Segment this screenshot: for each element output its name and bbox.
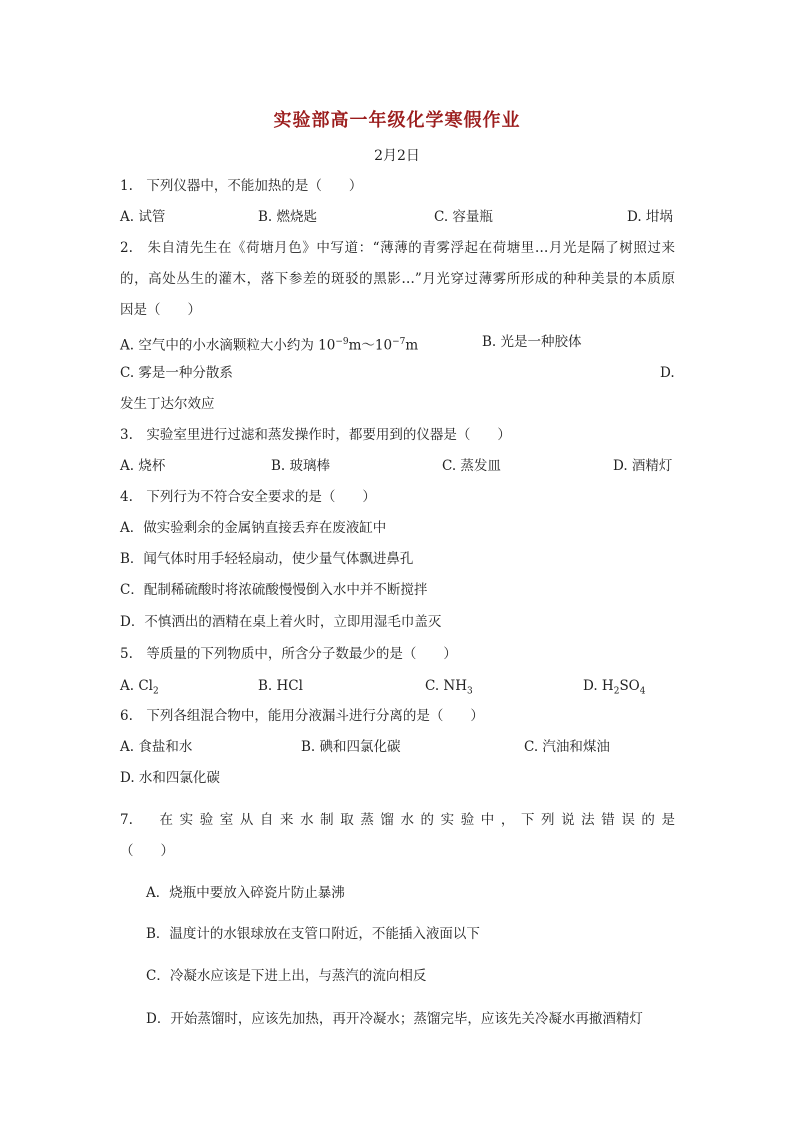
question-4-option-a: A．做实验剩余的金属钠直接丢弃在废液缸中 bbox=[120, 520, 387, 536]
question-2-option-d-text: 发生丁达尔效应 bbox=[120, 396, 215, 412]
question-3-option-c: C. 蒸发皿 bbox=[442, 458, 501, 474]
question-2-stem-line-2: 的，高处丛生的灌木，落下参差的斑驳的黑影…”月光穿过薄雾所形成的种种美景的本质原 bbox=[120, 271, 675, 287]
question-7-option-c: C．冷凝水应该是下进上出，与蒸汽的流向相反 bbox=[146, 968, 427, 984]
question-5-option-c: C. $NH_3$ bbox=[425, 678, 473, 697]
question-3-stem: 3. 实验室里进行过滤和蒸发操作时，都要用到的仪器是（ ） bbox=[120, 427, 511, 443]
question-6-option-a: A. 食盐和水 bbox=[120, 739, 193, 755]
question-2-option-c: C. 雾是一种分散系 bbox=[120, 365, 233, 381]
question-1-stem: 1. 下列仪器中，不能加热的是（ ） bbox=[120, 178, 363, 194]
question-1-option-b: B. 燃烧匙 bbox=[258, 209, 318, 225]
question-5-option-a: A. $Cl_2$ bbox=[120, 678, 159, 697]
question-7-option-a: A．烧瓶中要放入碎瓷片防止暴沸 bbox=[146, 885, 345, 901]
question-3-option-b: B. 玻璃棒 bbox=[271, 458, 331, 474]
question-1-option-c: C. 容量瓶 bbox=[434, 209, 493, 225]
question-3-option-d: D. 酒精灯 bbox=[613, 458, 673, 474]
question-2-option-a: A. 空气中的小水滴颗粒大小约为 $10^{-9}m\sim 10^{-7}m$ bbox=[120, 337, 419, 354]
question-3-option-a: A. 烧杯 bbox=[120, 458, 166, 474]
question-2-stem-line-1: 2. 朱自清先生在《荷塘月色》中写道：“薄薄的青雾浮起在荷塘里…月光是隔了树照过来 bbox=[120, 240, 675, 256]
question-5-option-b: B. HCl bbox=[258, 678, 303, 694]
page-title: 实验部高一年级化学寒假作业 bbox=[273, 110, 521, 131]
question-7-option-b: B．温度计的水银球放在支管口附近，不能插入液面以下 bbox=[146, 926, 480, 942]
question-4-stem: 4. 下列行为不符合安全要求的是（ ） bbox=[120, 489, 376, 505]
question-1-option-a: A. 试管 bbox=[120, 209, 166, 225]
question-1-option-d: D. 坩埚 bbox=[627, 209, 673, 225]
question-6-stem: 6. 下列各组混合物中，能用分液漏斗进行分离的是（ ） bbox=[120, 708, 484, 724]
question-6-option-d: D. 水和四氯化碳 bbox=[120, 770, 220, 786]
question-6-option-b: B. 碘和四氯化碳 bbox=[301, 739, 401, 755]
question-7-stem-line-1: 7. 在实验室从自来水制取蒸馏水的实验中，下列说法错误的是 bbox=[120, 812, 675, 828]
question-7-stem-line-2: （ ） bbox=[120, 843, 174, 859]
question-7-option-d: D．开始蒸馏时，应该先加热，再开冷凝水；蒸馏完毕，应该先关冷凝水再撤酒精灯 bbox=[146, 1011, 643, 1027]
question-4-option-c: C．配制稀硫酸时将浓硫酸慢慢倒入水中并不断搅拌 bbox=[120, 582, 428, 598]
question-6-option-c: C. 汽油和煤油 bbox=[524, 739, 610, 755]
question-5-option-d: D. $H_2SO_4$ bbox=[583, 678, 646, 697]
date: 2月2日 bbox=[374, 148, 420, 164]
question-4-option-d: D．不慎洒出的酒精在桌上着火时，立即用湿毛巾盖灭 bbox=[120, 614, 442, 630]
question-2-stem-line-3: 因是（ ） bbox=[120, 302, 201, 318]
question-5-stem: 5. 等质量的下列物质中，所含分子数最少的是（ ） bbox=[120, 646, 457, 662]
question-2-option-b: B. 光是一种胶体 bbox=[482, 334, 582, 350]
question-4-option-b: B．闻气体时用手轻轻扇动，使少量气体飘进鼻孔 bbox=[120, 551, 414, 567]
question-2-option-d-label: D. bbox=[660, 365, 675, 381]
